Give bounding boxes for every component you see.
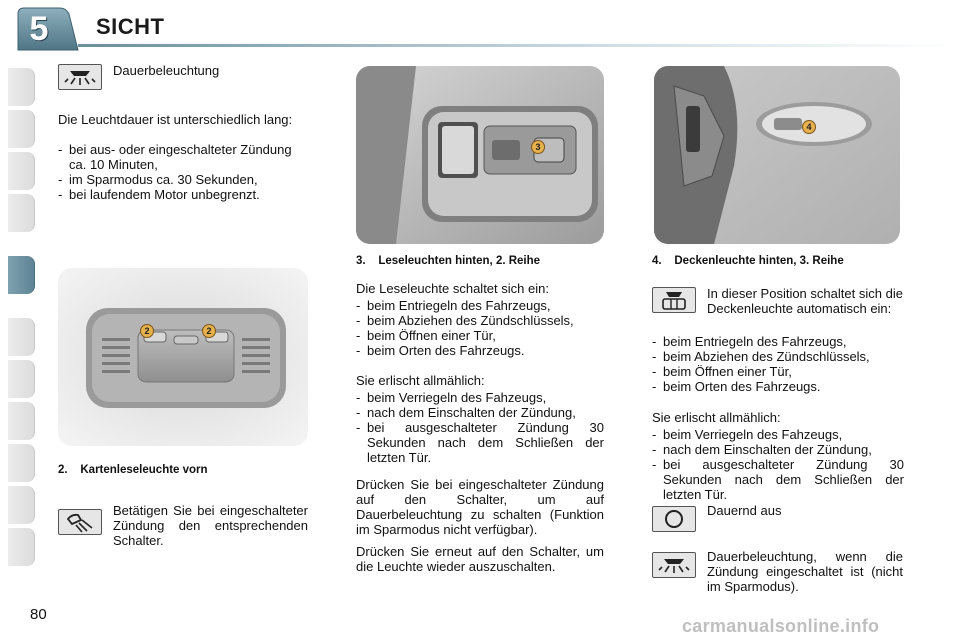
list-item: - beim Entriegeln des Fahrzeugs, — [356, 298, 604, 313]
list-item: - nach dem Einschalten der Zündung, — [356, 405, 604, 420]
section-3-off-intro: Sie erlischt allmählich: — [356, 373, 485, 388]
list-item: - beim Öffnen einer Tür, — [356, 328, 604, 343]
off-label: Dauernd aus — [707, 503, 782, 518]
section-2-text: Betätigen Sie bei eingeschalteter Zündung den entsprechenden Schalter. — [113, 503, 308, 548]
section-3-para-2: Drücken Sie erneut auf den Schalter, um die Leuchte wieder auszuschalten. — [356, 544, 604, 574]
chapter-header — [0, 0, 960, 56]
permanent-light-label: Dauerbeleuchtung, wenn die Zündung eingeschaltet ist (nicht im Sparmodus). — [707, 549, 903, 594]
list-item: - nach dem Einschalten der Zündung, — [652, 442, 904, 457]
section-3-on-intro: Die Leseleuchte schaltet sich ein: — [356, 281, 549, 296]
section-tab-6[interactable] — [8, 318, 35, 356]
list-item: - bei laufendem Motor unbegrenzt. — [58, 187, 308, 202]
section-tab-2[interactable] — [8, 110, 35, 148]
left-intro: Die Leuchtdauer ist unterschiedlich lang: — [58, 112, 293, 127]
page-number: 80 — [30, 606, 47, 623]
section-3-heading: 3. Leseleuchten hinten, 2. Reihe — [356, 255, 541, 267]
list-item: - beim Entriegeln des Fahrzeugs, — [652, 334, 904, 349]
callout-badge-4: 4 — [802, 120, 816, 134]
list-item: - bei ausgeschalteter Zündung 30 Sekunden nach dem Schließen der letzten Tür. — [356, 420, 604, 465]
list-item: - bei aus- oder eingeschalteter Zündung ca. 10 Minuten, — [58, 142, 308, 172]
reading-lamp-icon — [58, 509, 102, 535]
section-4-off-intro: Sie erlischt allmählich: — [652, 410, 781, 425]
section-tab-10[interactable] — [8, 486, 35, 524]
section-4-on-list — [652, 334, 904, 394]
section-tab-1[interactable] — [8, 68, 35, 106]
left-icon-label: Dauerbeleuchtung — [113, 63, 220, 78]
section-tab-7[interactable] — [8, 360, 35, 398]
section-tab-4[interactable] — [8, 194, 35, 232]
section-4-door-text: In dieser Position schaltet sich die Deckenleuchte automatisch ein: — [707, 286, 903, 316]
ceiling-lamp-icon — [58, 64, 102, 90]
door-lamp-icon — [652, 287, 696, 313]
list-item: - beim Orten des Fahrzeugs. — [356, 343, 604, 358]
chapter-title: SICHT — [96, 14, 165, 39]
section-tab-5-active[interactable] — [8, 256, 35, 294]
section-4-heading: 4. Deckenleuchte hinten, 3. Reihe — [652, 255, 844, 267]
section-tab-11[interactable] — [8, 528, 35, 566]
list-item: - bei ausgeschalteter Zündung 30 Sekunden nach dem Schließen der letzten Tür. — [652, 457, 904, 502]
rear-reading-lamp-photo — [356, 66, 604, 244]
section-3-off-list — [356, 390, 604, 465]
section-3-on-list — [356, 298, 604, 358]
chapter-number: 5 — [29, 10, 49, 48]
list-item: - beim Verriegeln des Fahzeugs, — [652, 427, 904, 442]
list-item: - im Sparmodus ca. 30 Sekunden, — [58, 172, 308, 187]
callout-badge-2-left: 2 — [140, 324, 154, 338]
list-item: - beim Abziehen des Zündschlüssels, — [652, 349, 904, 364]
list-item: - beim Verriegeln des Fahzeugs, — [356, 390, 604, 405]
list-item: - beim Abziehen des Zündschlüssels, — [356, 313, 604, 328]
section-tab-8[interactable] — [8, 402, 35, 440]
section-4-off-list — [652, 427, 904, 502]
list-item: - beim Orten des Fahrzeugs. — [652, 379, 904, 394]
section-2-heading: 2. Kartenleseleuchte vorn — [58, 464, 208, 476]
callout-badge-3: 3 — [531, 140, 545, 154]
section-tab-9[interactable] — [8, 444, 35, 482]
ceiling-lamp-icon — [652, 552, 696, 578]
left-duration-list — [58, 142, 308, 202]
chapter-rule — [78, 44, 960, 47]
rear-ceiling-lamp-photo — [654, 66, 900, 244]
circle-off-icon — [652, 506, 696, 532]
section-3-para-1: Drücken Sie bei eingeschalteter Zündung auf den Schalter, um auf Dauerbeleuchtung zu schalten (Funktion im Sparmodus nicht verfügbar). — [356, 477, 604, 537]
watermark: carmanualsonline.info — [682, 616, 880, 636]
list-item: - beim Öffnen einer Tür, — [652, 364, 904, 379]
front-map-lamp-photo — [58, 268, 308, 446]
section-tab-3[interactable] — [8, 152, 35, 190]
callout-badge-2-right: 2 — [202, 324, 216, 338]
